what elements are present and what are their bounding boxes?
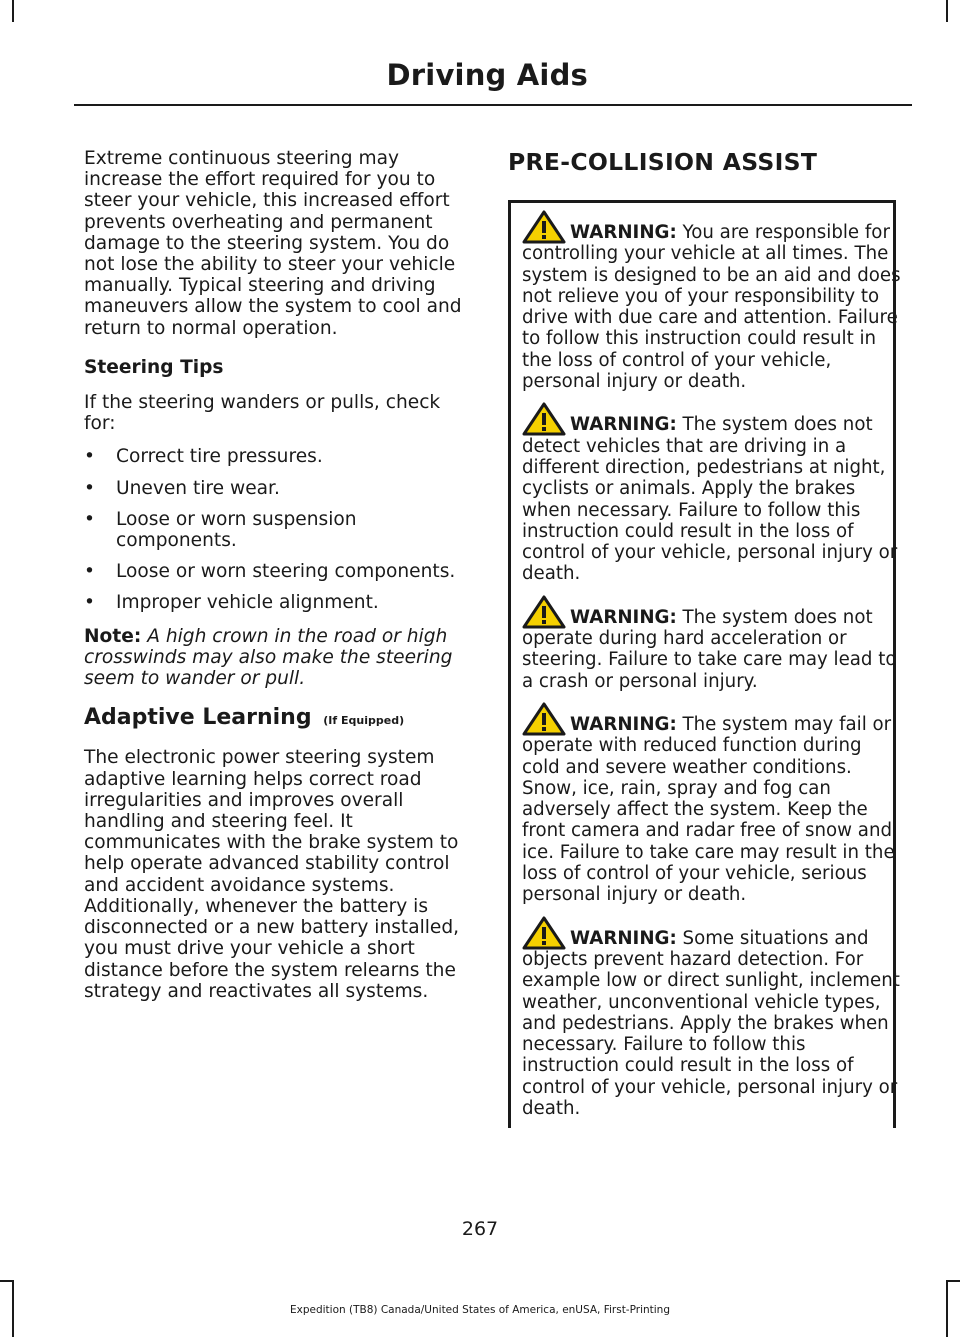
warning-text: The system does not detect vehicles that are driving in a different direction, pedestrians at night, cyclists or animals. Apply the brakes when necessary. Failure to follow this instruction could result in the loss of control of your vehicle, personal injury or death. [522,414,898,585]
warning-label: WARNING: [570,414,677,436]
note-paragraph [84,626,476,690]
left-column [84,148,476,1020]
warning-list [522,222,902,1141]
warning-text: Some situations and objects prevent hazard detection. For example low or direct sunlight, inclement weather, unconventional vehicle types, and pedestrians. Apply the brakes when necessary. Failure to follow this instruction could result in the loss of control of your vehicle, personal injury or death. [522,927,900,1119]
warning-label: WARNING: [570,927,677,949]
warning-triangle-icon [522,595,566,629]
list-item [84,561,476,582]
warning-item [522,928,902,1120]
if-equipped-tag: (If Equipped) [323,714,405,728]
list-item-text: Correct tire pressures. [116,446,323,468]
warning-label: WARNING: [570,713,677,735]
footer-text: Expedition (TB8) Canada/United States of America, enUSA, First-Printing [289,1304,670,1316]
bullet-glyph: • [84,508,95,530]
warning-item [522,414,902,584]
adaptive-learning-heading [84,707,476,731]
right-column [508,148,904,1119]
warning-text: You are responsible for controlling your vehicle at all times. The system is designed to be an aid and does not relieve you of your responsibility to drive with due care and attention. Failure to follow this instruction could result in the loss of control of your vehicle, personal injury or death. [522,222,901,393]
steering-intro-paragraph: Extreme continuous steering may increase the effort required for you to steer your vehicle, this increased effort prevents overheating and permanent damage to the steering system. You do not lose the ability to steer your vehicle manually. Typical steering and driving maneuvers allow the system to cool and return to normal operation. [84,148,462,339]
pre-collision-assist-heading: PRE-COLLISION ASSIST [508,148,818,176]
list-item-text: Improper vehicle alignment. [116,592,379,614]
crop-mark-top-right [946,0,948,22]
bullet-glyph: • [84,477,95,499]
crop-mark-bottom-right-h [946,1280,960,1282]
list-item [84,509,476,551]
bullet-glyph: • [84,561,95,583]
crop-mark-bottom-left-h [0,1280,14,1282]
list-item-text: Loose or worn suspension components. [116,508,357,552]
warning-triangle-icon [522,210,566,244]
warning-text: The system may fail or operate with reduced function during cold and severe weather conditions. Snow, ice, rain, spray and fog can adversely affect the system. Keep the front camera and radar free of snow and ice. Failure to take care may result in the loss of control of your vehicle, serious personal injury or death. [522,713,895,906]
warning-triangle-icon [522,702,566,736]
adaptive-learning-title: Adaptive Learning [84,705,312,731]
warning-label: WARNING: [570,606,677,628]
list-item-text: Loose or worn steering components. [116,561,456,583]
page-number: 267 [461,1218,499,1240]
warning-item [522,714,902,906]
bullet-glyph: • [84,592,95,614]
steering-tips-list [84,446,476,613]
warning-text: The system does not operate during hard acceleration or steering. Failure to take care may lead to a crash or personal injury. [522,606,897,692]
warning-triangle-icon [522,402,566,436]
list-item [84,478,476,499]
list-item [84,592,476,613]
bullet-glyph: • [84,446,95,468]
warning-label: WARNING: [570,222,677,243]
warning-item [522,607,902,692]
note-label: Note: [84,625,142,647]
warning-item [522,222,902,392]
crop-mark-top-left [12,0,14,22]
header-rule [74,104,912,106]
list-item-text: Uneven tire wear. [116,477,280,499]
adaptive-learning-paragraph: The electronic power steering system adaptive learning helps correct road irregularities and improves overall handling and steering feel. It communicates with the brake system to help operate advanced stability control and accident avoidance systems. Additionally, whenever the battery is disconnected or a new battery installed, you must drive your vehicle a short distance before the system relearns the strategy and reactivates all systems. [84,747,460,1002]
section-title: Driving Aids [386,58,588,92]
warning-triangle-icon [522,916,566,950]
note-text: A high crown in the road or high crosswinds may also make the steering seem to wander or pull. [84,625,453,690]
list-item [84,446,476,467]
steering-tips-lead: If the steering wanders or pulls, check for: [84,392,441,435]
steering-tips-heading: Steering Tips [84,356,224,378]
